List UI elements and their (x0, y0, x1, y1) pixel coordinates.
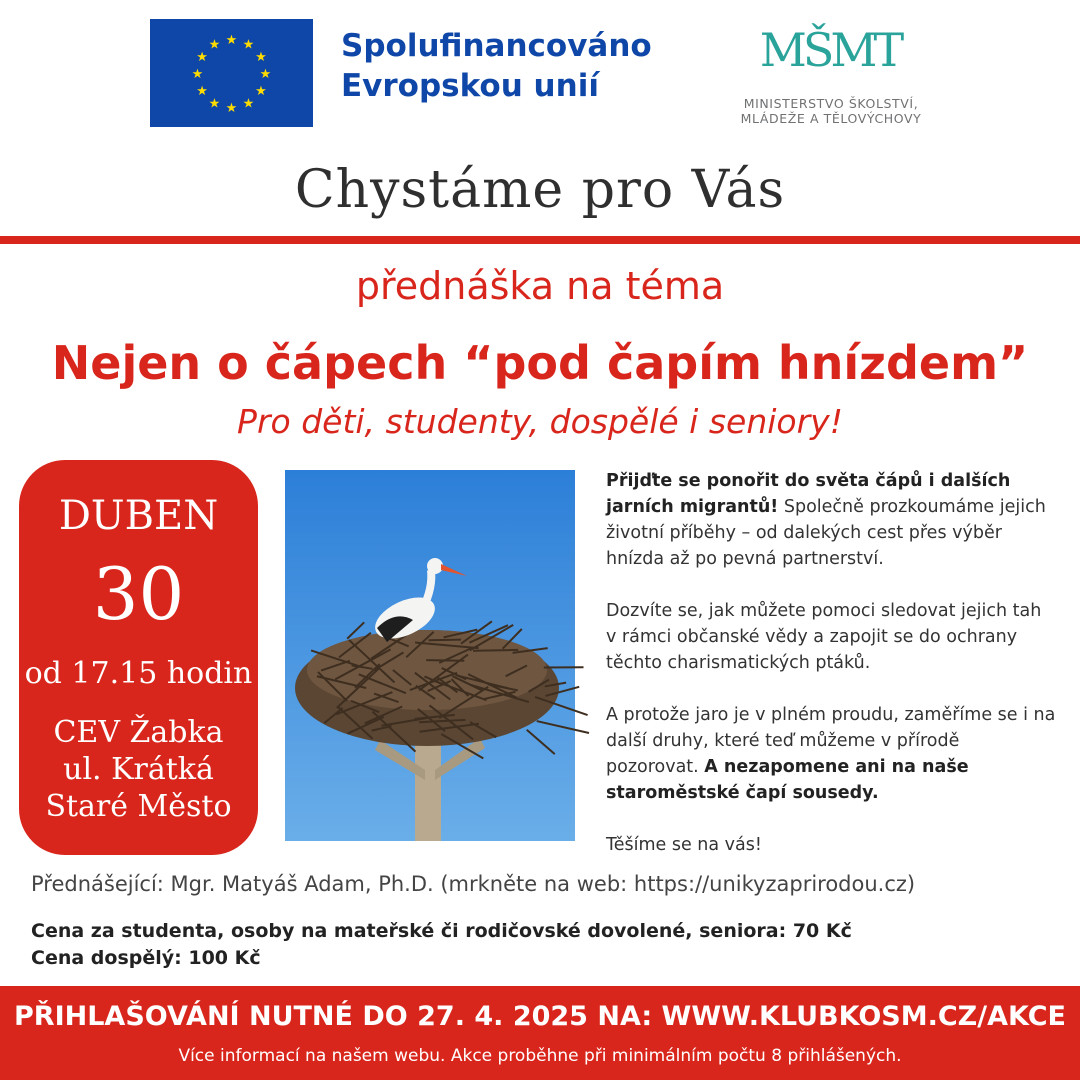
nest-twig (429, 640, 462, 641)
description-p3-text: A protože jaro je v plném proudu, zaměříme se i na další druhy, které teď můžeme v přírodě pozorovat. (606, 705, 1056, 777)
eu-star-icon: ★ (208, 96, 221, 112)
description-p1-text: Společně prozkoumáme jejich životní příběhy – od dalekých cest přes výběr hnízda až po pevná partnerství. (606, 497, 1046, 569)
eu-star-icon: ★ (259, 67, 272, 82)
eu-cofinanced-text (341, 26, 652, 106)
description-p3-bold: A nezapomene ani na naše staroměstské čapí sousedy. (606, 757, 969, 803)
red-divider (0, 236, 1080, 244)
msmt-logo-text: MŠMT (759, 23, 901, 77)
lecturer-line: Přednášející: Mgr. Matyáš Adam, Ph.D. (mrkněte na web: https://unikyzaprirodou.cz) (31, 872, 916, 896)
eu-star-icon: ★ (242, 96, 255, 112)
eu-star-icon: ★ (242, 37, 255, 53)
event-description (606, 468, 1056, 884)
lecture-subtitle: přednáška na téma (355, 264, 725, 308)
eu-star-icon: ★ (255, 84, 267, 99)
page-title: Chystáme pro Vás (294, 160, 786, 220)
date-card (19, 460, 258, 855)
audience-line: Pro děti, studenty, dospělé i seniory! (237, 402, 843, 441)
eu-star-icon: ★ (191, 67, 204, 82)
price-adult: Cena dospělý: 100 Kč (31, 947, 261, 969)
nest-twig (473, 650, 518, 651)
description-paragraph-3 (606, 702, 1056, 806)
eu-flag-logo (150, 19, 313, 127)
eu-line-1: Spolufinancováno (341, 28, 652, 64)
description-paragraph-2: Dozvíte se, jak můžete pomoci sledovat jejich tah v rámci občanské vědy a zapojit se do ochrany těchto charismatických ptáků. (606, 601, 1042, 673)
description-paragraph-1 (606, 468, 1056, 572)
eu-line-2: Evropskou unií (341, 68, 599, 104)
eu-star-icon: ★ (208, 37, 221, 53)
eu-star-icon: ★ (196, 84, 208, 99)
registration-line: PŘIHLAŠOVÁNÍ NUTNÉ DO 27. 4. 2025 NA: WWW.KLUBKOSM.CZ/AKCE (14, 1001, 1066, 1032)
msmt-logo (759, 16, 901, 92)
msmt-line-2: MLÁDEŽE A TĚLOVÝCHOVY (740, 111, 922, 126)
eu-star-icon: ★ (255, 50, 267, 65)
place-line-2: ul. Krátká (63, 752, 214, 787)
stork-nest-photo (285, 470, 575, 841)
description-paragraph-4: Těšíme se na vás! (606, 835, 762, 855)
place-line-1: CEV Žabka (53, 715, 224, 750)
prices (31, 918, 1071, 972)
eu-star-icon: ★ (225, 33, 238, 48)
eu-star-icon: ★ (196, 50, 208, 65)
footer-bar (0, 986, 1080, 1080)
msmt-name (700, 96, 962, 126)
price-reduced: Cena za studenta, osoby na mateřské či rodičovské dovolené, seniora: 70 Kč (31, 920, 852, 942)
date-month: DUBEN (58, 493, 219, 539)
date-time: od 17.15 hodin (24, 656, 253, 691)
eu-star-icon: ★ (225, 101, 238, 116)
description-p1-bold: Přijďte se ponořit do světa čápů i dalších jarních migrantů! (606, 471, 1011, 517)
msmt-line-1: MINISTERSTVO ŠKOLSTVÍ, (743, 96, 919, 111)
date-day: 30 (92, 552, 185, 636)
info-line: Více informací na našem webu. Akce proběhne při minimálním počtu 8 přihlášených. (178, 1046, 902, 1066)
place-line-3: Staré Město (45, 789, 232, 824)
event-title: Nejen o čápech “pod čapím hnízdem” (51, 336, 1029, 390)
event-place (19, 714, 258, 825)
